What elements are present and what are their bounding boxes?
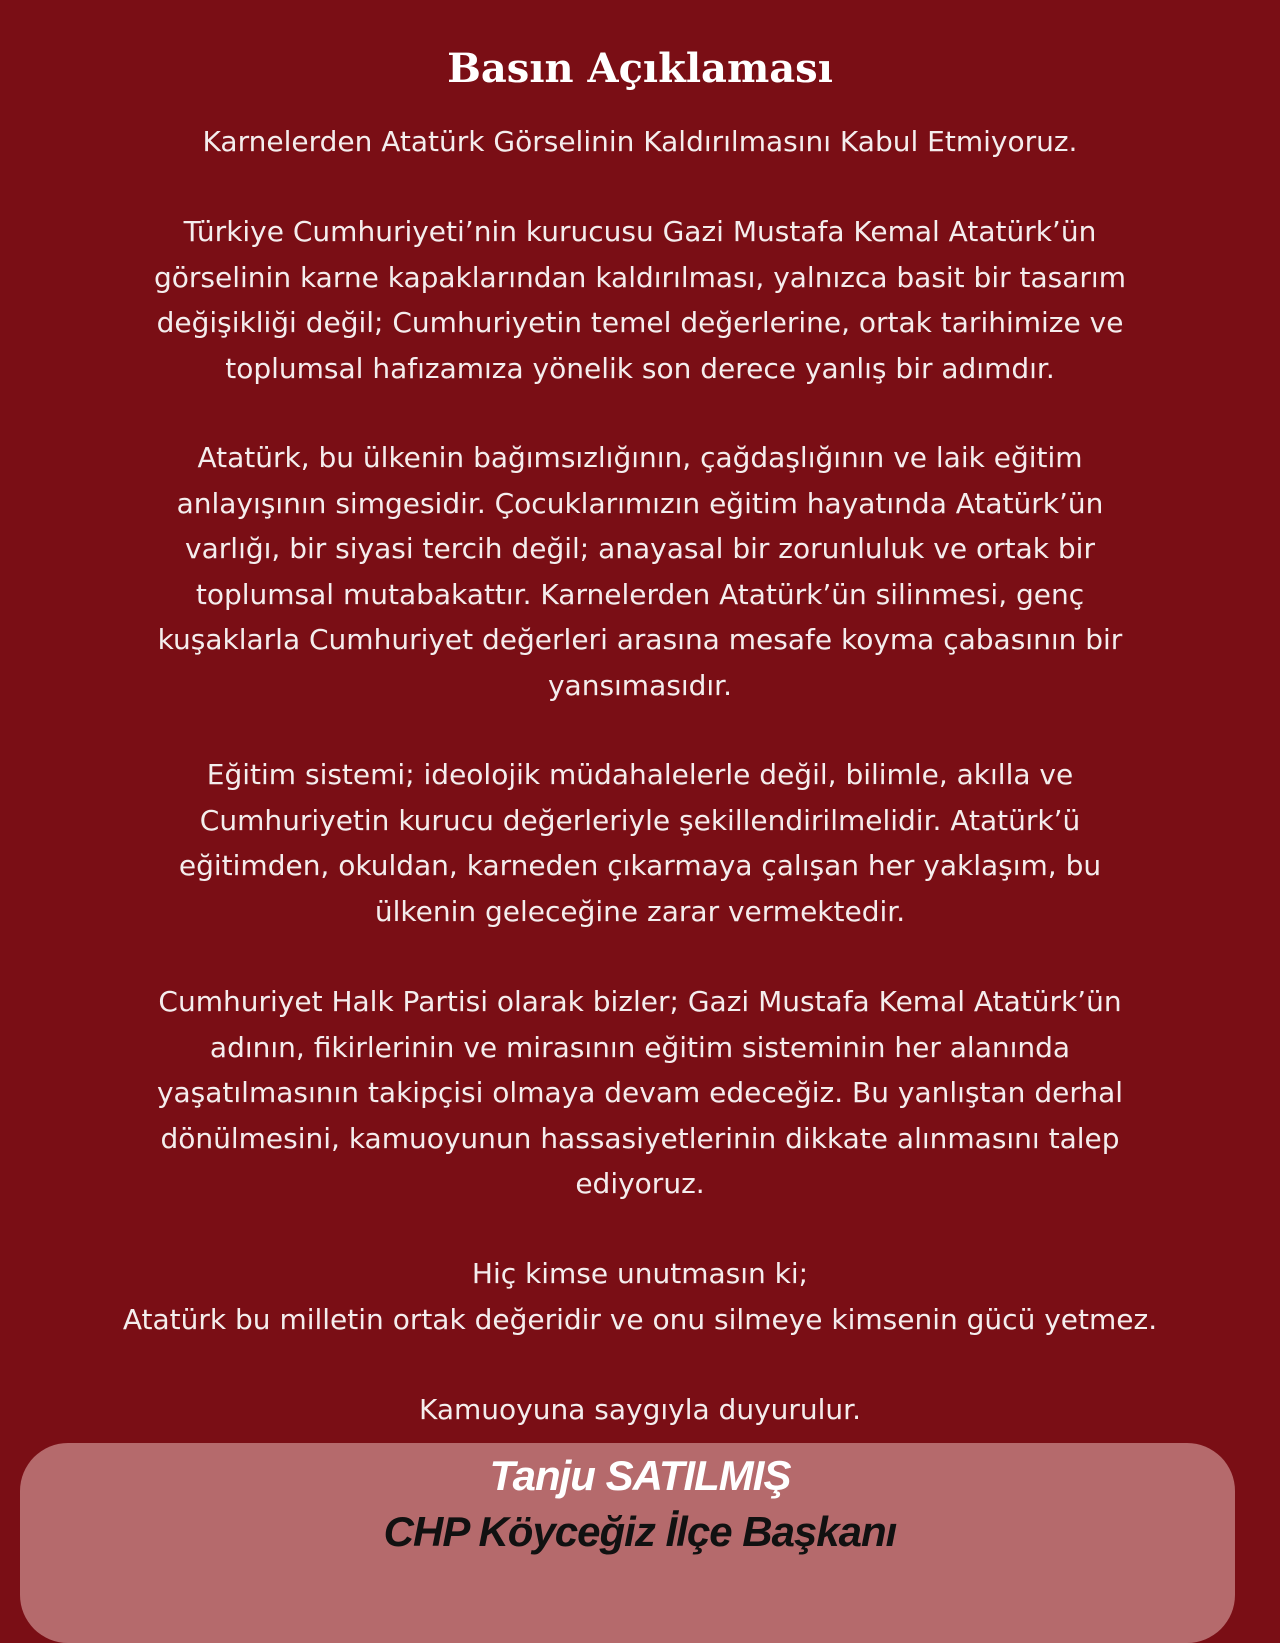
paragraph-line: Türkiye Cumhuriyeti’nin kurucusu Gazi Mustafa Kemal Atatürk’ün <box>183 215 1097 248</box>
paragraph-line: kuşaklarla Cumhuriyet değerleri arasına mesafe koyma çabasının bir <box>157 623 1123 656</box>
subtitle: Karnelerden Atatürk Görselinin Kaldırılmasını Kabul Etmiyoruz. <box>202 125 1078 158</box>
paragraph-line: yansımasıdır. <box>547 668 733 702</box>
paragraph-line: değişikliği değil; Cumhuriyetin temel değerlerine, ortak tarihimize ve <box>156 306 1124 339</box>
paragraph-line: Atatürk bu milletin ortak değeridir ve onu silmeye kimsenin gücü yetmez. <box>122 1302 1158 1336</box>
paragraph-line: eğitimden, okuldan, karneden çıkarmaya çalışan her yaklaşım, bu <box>178 849 1102 882</box>
paragraph-line: Hiç kimse unutmasın ki; <box>471 1257 809 1290</box>
signatory-name: Tanju SATILMIŞ <box>489 1452 791 1499</box>
paragraph-line: Kamuoyuna saygıyla duyurulur. <box>418 1393 862 1426</box>
paragraph-line: Eğitim sistemi; ideolojik müdahalelerle değil, bilimle, akılla ve <box>206 758 1074 791</box>
page-title: Basın Açıklaması <box>447 45 833 92</box>
signatory-role: CHP Köyceğiz İlçe Başkanı <box>383 1508 897 1555</box>
paragraph-line: ediyoruz. <box>575 1167 705 1200</box>
paragraph-line: ülkenin geleceğine zarar vermektedir. <box>374 894 906 928</box>
paragraph-line: Cumhuriyet Halk Partisi olarak bizler; Gazi Mustafa Kemal Atatürk’ün <box>158 985 1122 1018</box>
paragraph-line: dönülmesini, kamuoyunun hassasiyetlerinin dikkate alınmasını talep <box>160 1121 1120 1155</box>
paragraph-line: anlayışının simgesidir. Çocuklarımızın eğitim hayatında Atatürk’ün <box>176 486 1104 520</box>
paragraph-line: toplumsal mutabakattır. Karnelerden Atatürk’ün silinmesi, genç <box>195 577 1085 611</box>
paragraph-line: yaşatılmasının takipçisi olmaya devam edeceğiz. Bu yanlıştan derhal <box>156 1076 1124 1109</box>
paragraph-line: görselinin karne kapaklarından kaldırılması, yalnızca basit bir tasarım <box>154 260 1126 294</box>
paragraph-line: varlığı, bir siyasi tercih değil; anayasal bir zorunluluk ve ortak bir <box>185 532 1095 565</box>
paragraph-line: adının, fikirlerinin ve mirasının eğitim sisteminin her alanında <box>209 1030 1071 1064</box>
paragraph-line: Atatürk, bu ülkenin bağımsızlığının, çağdaşlığının ve laik eğitim <box>197 441 1083 474</box>
paragraph-line: toplumsal hafızamıza yönelik son derece yanlış bir adımdır. <box>225 351 1055 385</box>
paragraph-line: Cumhuriyetin kurucu değerleriyle şekillendirilmelidir. Atatürk’ü <box>199 803 1081 837</box>
